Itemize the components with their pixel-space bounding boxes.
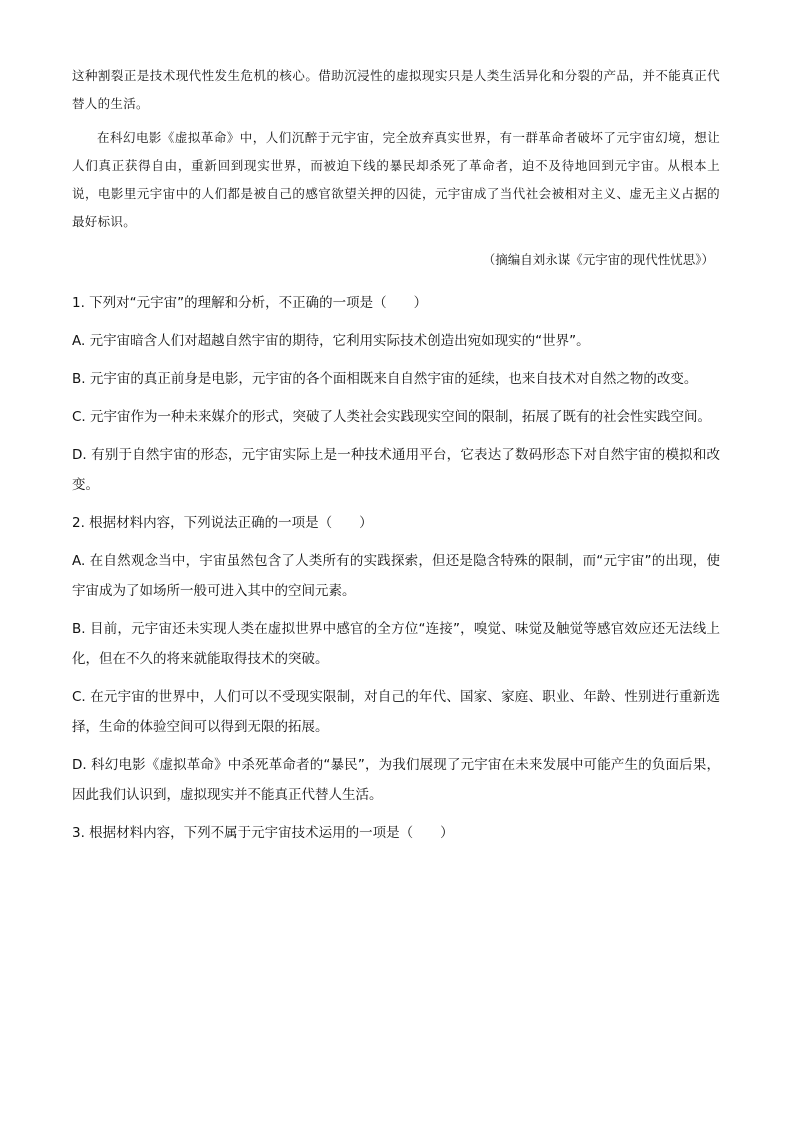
- question-2: [72, 508, 720, 810]
- option-c: C. 在元宇宙的世界中，人们可以不受现实限制，对自己的年代、国家、家庭、职业、年龄、性别进行重新选择，生命的体验空间可以得到无限的拓展。: [72, 689, 720, 735]
- question-1: [72, 288, 720, 500]
- option-d: D. 有别于自然宇宙的形态，元宇宙实际上是一种技术通用平台，它表达了数码形态下对自然宇宙的模拟和改变。: [72, 447, 720, 493]
- option-c: C. 元宇宙作为一种未来媒介的形式，突破了人类社会实践现实空间的限制，拓展了既有的社会性实践空间。: [72, 409, 712, 425]
- option-d: D. 科幻电影《虚拟革命》中杀死革命者的“暴民”，为我们展现了元宇宙在未来发展中可能产生的负面后果，因此我们认识到，虚拟现实并不能真正代替人生活。: [72, 757, 720, 803]
- option-a: A. 元宇宙暗含人们对超越自然宇宙的期待，它利用实际技术创造出宛如现实的“世界”。: [72, 333, 590, 349]
- question-stem: 2. 根据材料内容，下列说法正确的一项是（ ）: [72, 515, 373, 531]
- passage-source: （摘编自刘永谋《元宇宙的现代性忧思》）: [482, 252, 714, 267]
- option-a: A. 在自然观念当中，宇宙虽然包含了人类所有的实践探索，但还是隐含特殊的限制，而“元宇宙”的出现，使宇宙成为了如场所一般可进入其中的空间元素。: [72, 553, 720, 599]
- question-stem: 3. 根据材料内容，下列不属于元宇宙技术运用的一项是（ ）: [72, 825, 454, 841]
- passage-paragraph: 在科幻电影《虚拟革命》中，人们沉醉于元宇宙，完全放弃真实世界，有一群革命者破坏了元宇宙幻境，想让人们真正获得自由，重新回到现实世界，而被迫下线的暴民却杀死了革命者，迫不及待地回到元宇宙。从根本上说，电影里元宇宙中的人们都是被自己的感官欲望关押的囚徒，元宇宙成了当代社会被相对主义、虚无主义占据的最好标识。: [72, 130, 720, 229]
- option-b: B. 目前，元宇宙还未实现人类在虚拟世界中感官的全方位“连接”，嗅觉、味觉及触觉等感官效应还无法线上化，但在不久的将来就能取得技术的突破。: [72, 621, 720, 667]
- option-b: B. 元宇宙的真正前身是电影，元宇宙的各个面相既来自自然宇宙的延续，也来自技术对自然之物的改变。: [72, 371, 698, 387]
- passage-paragraph: 这种割裂正是技术现代性发生危机的核心。借助沉浸性的虚拟现实只是人类生活异化和分裂的产品，并不能真正代替人的生活。: [72, 68, 720, 111]
- document-page: [72, 62, 720, 848]
- question-stem: 1. 下列对“元宇宙”的理解和分析，不正确的一项是（ ）: [72, 295, 428, 311]
- question-3: [72, 818, 720, 848]
